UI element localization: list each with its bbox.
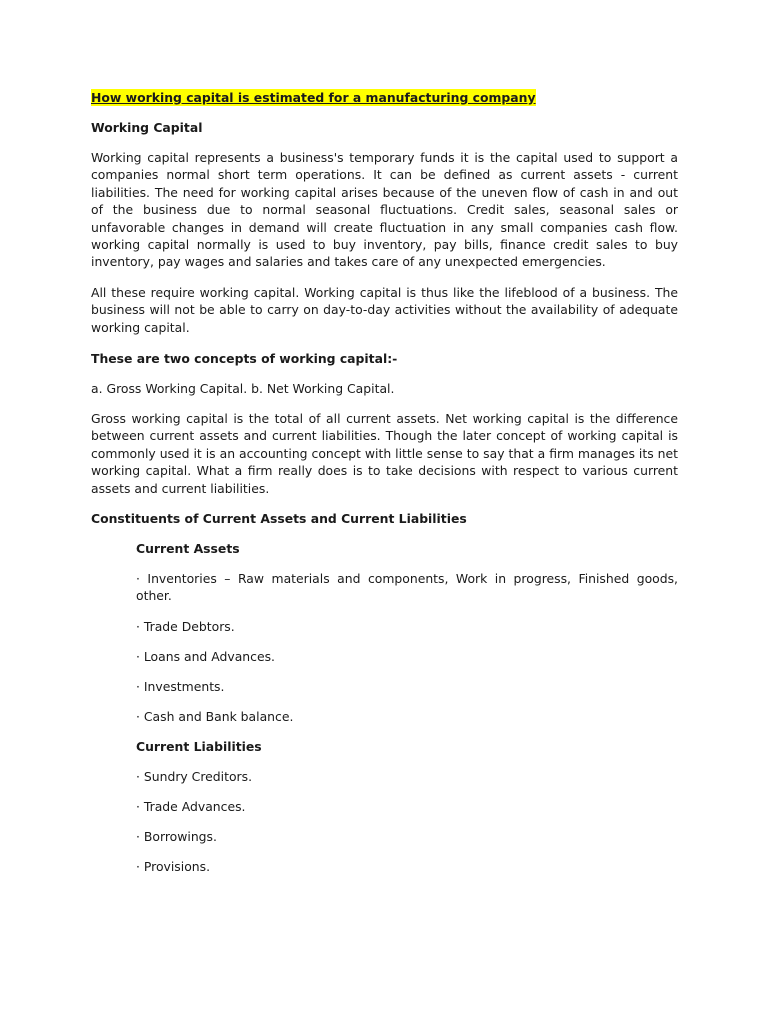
current-assets-item: · Trade Debtors. (136, 619, 235, 634)
constituents-heading: Constituents of Current Assets and Current Liabilities (91, 511, 467, 526)
current-assets-item: · Cash and Bank balance. (136, 709, 294, 724)
two-concepts-heading: These are two concepts of working capital:- (91, 351, 398, 366)
current-liabilities-item: · Trade Advances. (136, 799, 246, 814)
gross-net-paragraph: Gross working capital is the total of all current assets. Net working capital is the difference between current assets and current liabilities. Though the later concept of working capital is commonly used it is an accounting concept with little sense to say that a firm manages its net working capital. What a firm really does is to take decisions with respect to various current assets and current liabilities. (91, 411, 678, 496)
working-capital-paragraph: Working capital represents a business's temporary funds it is the capital used to support a companies normal short term operations. It can be defined as current assets - current liabilities. The need for working capital arises because of the uneven flow of cash in and out of the business due to normal seasonal fluctuations. Credit sales, seasonal sales or unfavorable changes in demand will create fluctuation in any small companies cash flow. working capital normally is used to buy inventory, pay bills, finance credit sales to buy inventory, pay wages and salaries and takes care of any unexpected emergencies. (91, 150, 678, 270)
document-title: How working capital is estimated for a manufacturing company (91, 90, 536, 105)
working-capital-heading: Working Capital (91, 120, 203, 135)
current-liabilities-heading: Current Liabilities (136, 739, 262, 754)
current-liabilities-item: · Provisions. (136, 859, 211, 874)
current-liabilities-item: · Sundry Creditors. (136, 769, 253, 784)
current-assets-item: · Investments. (136, 679, 225, 694)
current-assets-heading: Current Assets (136, 541, 240, 556)
current-assets-item: · Inventories – Raw materials and components, Work in progress, Finished goods, other. (136, 571, 678, 604)
current-liabilities-item: · Borrowings. (136, 829, 217, 844)
concepts-line: a. Gross Working Capital. b. Net Working Capital. (91, 381, 395, 396)
document-page (91, 0, 678, 1024)
current-assets-item: · Loans and Advances. (136, 649, 275, 664)
lifeblood-paragraph: All these require working capital. Working capital is thus like the lifeblood of a business. The business will not be able to carry on day-to-day activities without the availability of adequate working capital. (91, 285, 678, 335)
